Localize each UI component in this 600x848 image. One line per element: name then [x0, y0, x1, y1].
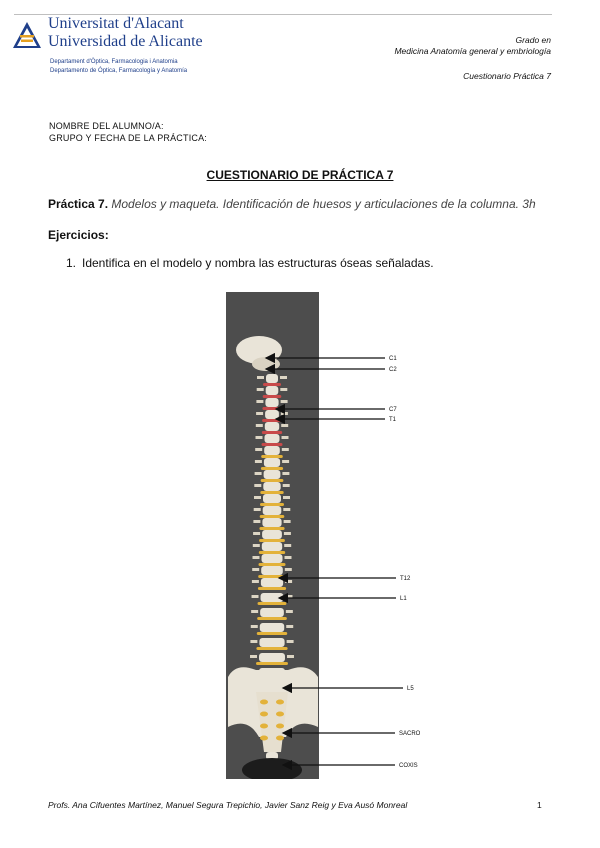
exercise-number: 1.	[66, 256, 77, 270]
page-number: 1	[537, 800, 542, 810]
label-c7: C7	[389, 407, 397, 413]
doc-reference: Cuestionario Práctica 7	[463, 71, 551, 81]
exercise-text: Identifica en el modelo y nombra las estructuras óseas señaladas.	[82, 256, 434, 270]
exercises-heading: Ejercicios:	[48, 228, 109, 242]
label-t12: T12	[400, 576, 411, 582]
label-t1: T1	[389, 417, 397, 423]
label-c1: C1	[389, 356, 397, 362]
label-l1: L1	[400, 596, 407, 602]
department-es: Departamento de Óptica, Farmacología y Anatomía	[50, 68, 188, 74]
degree-line-2: Medicina Anatomía general y embriología	[394, 46, 551, 56]
page-title: CUESTIONARIO DE PRÁCTICA 7	[206, 168, 394, 182]
footer-authors: Profs. Ana Cifuentes Martínez, Manuel Segura Trepichio, Javier Sanz Reig y Eva Ausó Monreal	[48, 800, 408, 810]
student-name-label: NOMBRE DEL ALUMNO/A:	[49, 121, 164, 131]
degree-line-1: Grado en	[515, 35, 551, 45]
university-name-es: Universidad de Alicante	[48, 33, 203, 50]
label-coxis: COXIS	[399, 763, 418, 769]
label-sacro: SACRO	[399, 731, 421, 737]
practice-label: Práctica 7.	[48, 197, 109, 211]
group-date-label: GRUPO Y FECHA DE LA PRÁCTICA:	[49, 133, 208, 143]
label-l5: L5	[407, 686, 414, 692]
department-ca: Departament d'Òptica, Farmacologia i Anatomia	[50, 59, 178, 65]
practice-description: Modelos y maqueta. Identificación de huesos y articulaciones de la columna. 3h	[111, 197, 536, 211]
label-c2: C2	[389, 367, 397, 373]
university-name-ca: Universitat d'Alacant	[48, 15, 184, 32]
